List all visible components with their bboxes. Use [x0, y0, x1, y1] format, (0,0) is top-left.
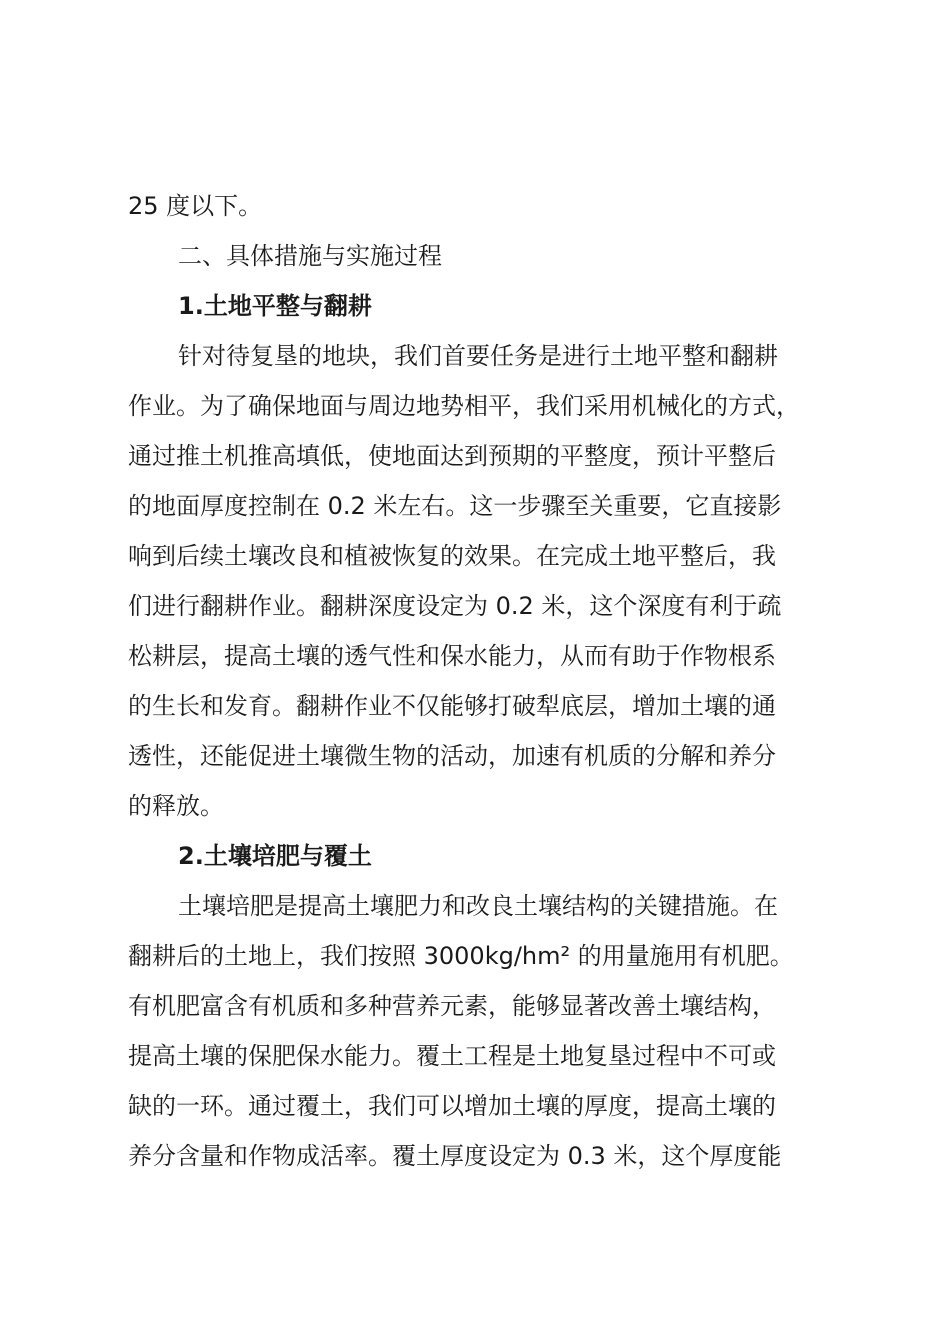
- paragraph-first-line: 土壤培肥是提高土壤肥力和改良土壤结构的关键措施。在: [178, 892, 778, 920]
- section-heading: 二、具体措施与实施过程: [178, 242, 442, 270]
- body-line: 的地面厚度控制在 0.2 米左右。这一步骤至关重要，它直接影: [128, 492, 782, 520]
- subsection-heading-soil-fertilization: 2.土壤培肥与覆土: [178, 842, 372, 870]
- body-line: 松耕层，提高土壤的透气性和保水能力，从而有助于作物根系: [128, 642, 776, 670]
- body-line: 有机肥富含有机质和多种营养元素，能够显著改善土壤结构，: [128, 992, 776, 1020]
- body-line: 通过推土机推高填低，使地面达到预期的平整度，预计平整后: [128, 442, 776, 470]
- body-line: 透性，还能促进土壤微生物的活动，加速有机质的分解和养分: [128, 742, 776, 770]
- body-line: 25 度以下。: [128, 192, 263, 220]
- body-line: 的释放。: [128, 792, 224, 820]
- subsection-heading-land-leveling: 1.土地平整与翻耕: [178, 292, 372, 320]
- paragraph-first-line: 针对待复垦的地块，我们首要任务是进行土地平整和翻耕: [178, 342, 778, 370]
- body-line: 作业。为了确保地面与周边地势相平，我们采用机械化的方式，: [128, 392, 800, 420]
- body-line: 们进行翻耕作业。翻耕深度设定为 0.2 米，这个深度有利于疏: [128, 592, 782, 620]
- body-line: 的生长和发育。翻耕作业不仅能够打破犁底层，增加土壤的通: [128, 692, 776, 720]
- body-line: 响到后续土壤改良和植被恢复的效果。在完成土地平整后，我: [128, 542, 776, 570]
- document-body: [128, 181, 838, 1181]
- body-line: 缺的一环。通过覆土，我们可以增加土壤的厚度，提高土壤的: [128, 1092, 776, 1120]
- body-line: 翻耕后的土地上，我们按照 3000kg/hm² 的用量施用有机肥。: [128, 942, 794, 970]
- body-line: 养分含量和作物成活率。覆土厚度设定为 0.3 米，这个厚度能: [128, 1142, 782, 1170]
- body-line: 提高土壤的保肥保水能力。覆土工程是土地复垦过程中不可或: [128, 1042, 776, 1070]
